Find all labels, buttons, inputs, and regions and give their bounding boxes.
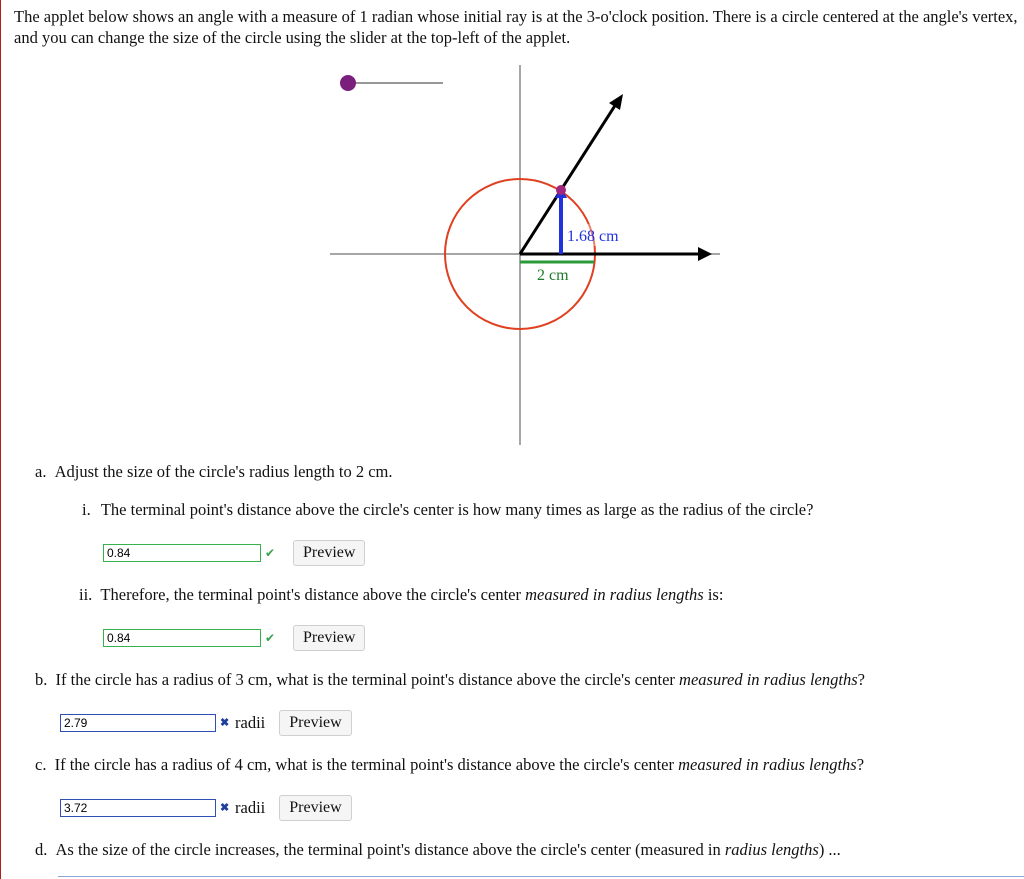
question-a-prefix: a. (35, 462, 47, 481)
answer-dropdown-top-edge[interactable] (58, 876, 1024, 877)
question-d (35, 840, 841, 860)
question-c-text-after: ? (856, 755, 865, 774)
answer-input-c[interactable] (60, 799, 216, 817)
question-a-i-text: The terminal point's distance above the circle's center is how many times as large as the radius of the circle? (100, 500, 814, 519)
terminal-point[interactable] (556, 185, 566, 195)
question-d-text-before: As the size of the circle increases, the terminal point's distance above the circle's center (measured in (55, 840, 725, 859)
question-b (35, 670, 865, 690)
answer-input-a-ii[interactable] (103, 629, 261, 647)
question-a-i (82, 500, 813, 520)
question-a-ii-text (100, 585, 723, 604)
height-label: 1.68 cm (567, 228, 619, 245)
question-d-text-after: ) ... (818, 840, 841, 859)
initial-ray-arrowhead (698, 247, 712, 261)
question-d-prefix: d. (35, 840, 48, 859)
question-a (35, 462, 393, 482)
intro-paragraph: The applet below shows an angle with a measure of 1 radian whose initial ray is at the 3-o'clock position. There is a circle centered at the angle's vertex, and you can change the size of the circle using the slider at the top-left of the applet. (14, 7, 1018, 47)
radius-label: 2 cm (537, 267, 569, 284)
question-a-ii-text-emphasis: measured in radius lengths (525, 585, 704, 604)
answer-row-a-ii (103, 625, 365, 651)
answer-input-a-i[interactable] (103, 544, 261, 562)
question-c-text (55, 755, 864, 774)
question-b-prefix: b. (35, 670, 48, 689)
question-c-text-emphasis: measured in radius lengths (678, 755, 857, 774)
radius-slider-knob[interactable] (340, 75, 356, 91)
incorrect-x-icon: ✖ (220, 717, 230, 729)
unit-label-c: radii (235, 798, 266, 817)
terminal-ray-arrowhead (609, 94, 623, 110)
preview-button-a-ii[interactable]: Preview (293, 625, 365, 651)
correct-check-icon: ✔ (265, 546, 276, 560)
incorrect-x-icon: ✖ (220, 802, 230, 814)
question-a-ii-text-after: is: (703, 585, 724, 604)
question-c (35, 755, 864, 775)
answer-input-b[interactable] (60, 714, 216, 732)
answer-row-b (60, 710, 352, 736)
question-d-text-emphasis: radius lengths (724, 840, 819, 859)
angle-applet[interactable] (300, 55, 760, 455)
question-b-text-before: If the circle has a radius of 3 cm, what is the terminal point's distance above the circle's center (55, 670, 680, 689)
question-b-text-after: ? (857, 670, 865, 689)
preview-button-a-i[interactable]: Preview (293, 540, 365, 566)
preview-button-b[interactable]: Preview (279, 710, 351, 736)
question-c-prefix: c. (35, 755, 47, 774)
unit-label-b: radii (235, 713, 266, 732)
question-a-i-prefix: i. (82, 500, 91, 519)
question-a-ii-prefix: ii. (79, 585, 93, 604)
answer-row-c (60, 795, 352, 821)
question-d-text (56, 840, 841, 859)
question-c-text-before: If the circle has a radius of 4 cm, what is the terminal point's distance above the circle's center (54, 755, 679, 774)
question-a-ii-text-before: Therefore, the terminal point's distance above the circle's center (100, 585, 526, 604)
question-b-text-emphasis: measured in radius lengths (679, 670, 858, 689)
question-b-text (56, 670, 865, 689)
question-a-text: Adjust the size of the circle's radius length to 2 cm. (54, 462, 393, 481)
page-left-border (0, 0, 1, 879)
question-a-ii (79, 585, 723, 605)
correct-check-icon: ✔ (265, 631, 276, 645)
preview-button-c[interactable]: Preview (279, 795, 351, 821)
answer-row-a-i (103, 540, 365, 566)
